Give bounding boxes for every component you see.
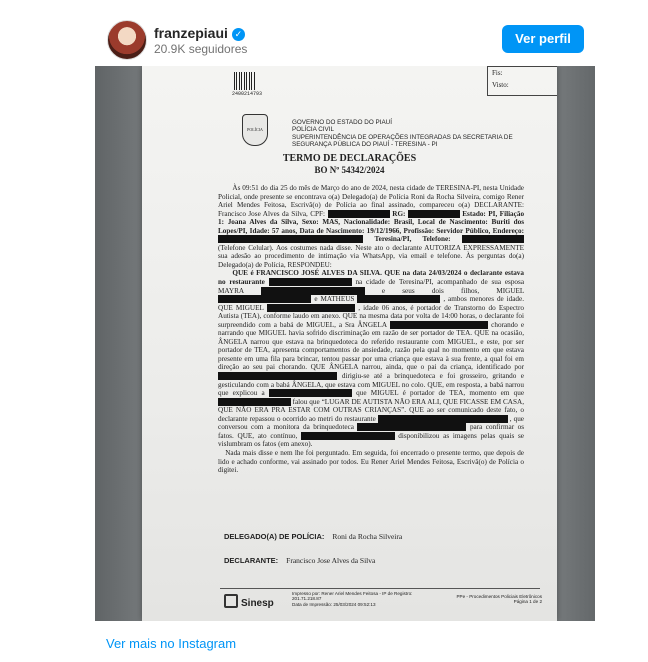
redaction-bar <box>301 432 394 440</box>
redaction-bar <box>218 235 363 243</box>
p2d: e MATHEUS <box>314 295 355 304</box>
visto-label: Visto: <box>492 81 509 89</box>
redaction-bar <box>357 295 440 303</box>
print-info <box>292 591 412 607</box>
redaction-bar <box>408 210 460 218</box>
seal-text: POLÍCIA <box>247 127 263 132</box>
view-more-on-instagram-link[interactable]: Ver mais no Instagram <box>106 636 237 651</box>
declarante-signature-line <box>224 556 375 565</box>
p2j: falou que “LUGAR DE AUTISTA NÃO ERA ALI, QUE FICASSE EM CASA, QUE NÃO ERA PRA ESTAR COM OUTRAS CRIANÇAS”. QUE ao ser comunicado deste fato, o declarante repassou o ocorrido ao metri do restaurante <box>218 397 524 423</box>
gov-line-3: SUPERINTENDÊNCIA DE OPERAÇÕES INTEGRADAS DA SECRETARIA DE <box>292 133 513 141</box>
pp-line-2: Página 1 de 2 <box>513 599 542 605</box>
delegado-name: Roni da Rocha Silveira <box>332 532 403 541</box>
p2l: para confirmar os fatos. QUE, ato contínuo, <box>218 423 524 440</box>
barcode-number: 2400214793 <box>232 91 263 97</box>
p2b: na cidade de Teresina/PI, acompanhado de sua esposa MAYRA <box>218 278 525 295</box>
document-sheet <box>142 66 557 621</box>
gov-line-2: POLÍCIA CIVIL <box>292 126 334 134</box>
paragraph-3 <box>218 449 524 475</box>
pp-line-1: PPe - Procedimentos Policiais Eletrônicos <box>456 594 542 599</box>
footer-divider <box>220 588 540 589</box>
government-header <box>292 119 513 149</box>
redaction-bar <box>462 235 524 243</box>
p2a: QUE é FRANCISCO JOSÉ ALVES DA SILVA. QUE na data 24/03/2024 o declarante estava no restaurante <box>218 269 524 287</box>
redaction-bar <box>269 278 352 286</box>
redaction-bar <box>269 389 352 397</box>
p1a: Às 09:51 do dia 25 do mês de Março do ano de 2024, nesta cidade de TERESINA-PI, nesta Unidade Policial, onde presente se encontrava o(a) Delegado(a) de Polícia Roni da Rocha Silveira, comigo Rener Ariel Mendes Feitosa, Escrivã(o) de Polícia ao final assinado, compareceu o(a) DECLARANTE: Francisco Jose Alves da Silva, CPF: <box>218 184 524 218</box>
redaction-bar <box>261 287 365 295</box>
view-profile-button[interactable]: Ver perfil <box>502 25 584 53</box>
post-image[interactable] <box>95 66 595 621</box>
p1c: Estado: PI, Filiação 1: Joana Alves da Silva, Sexo: MAS, Nacionalidade: Brasil, Local de Nascimento: Buriti dos Lopes/PI, Idade: 57 anos, Data de Nascimento: 19/12/1966, Profissão: Servidor Público, Endereço: <box>218 209 525 235</box>
redaction-bar <box>378 415 508 423</box>
fis-visto-box <box>487 66 557 96</box>
p2g: chorando e narrando que MIGUEL havia sofrido discriminação em razão de ser portador de TEA. QUE na ocasião, ÂNGELA narrou que estava na brinquedoteca do referido restaurante com MIGUEL, e este, por ser portador de TEA, apresenta comportamentos de ansiedade, razão pela qual no momento em que estava presente em uma fila para brincar, tentou passar por uma criança que estava à sua frente, a qual foi em direção ao seu pai chorando. QUE ÂNGELA narrou, ainda, que o pai da criança, identificado por <box>218 320 525 372</box>
sinesp-logo <box>224 594 274 609</box>
declarante-label: DECLARANTE: <box>224 556 279 565</box>
redaction-bar <box>328 210 390 218</box>
document-body <box>218 184 524 475</box>
delegado-label: DELEGADO(A) DE POLÍCIA: <box>224 532 325 541</box>
paragraph-1 <box>218 184 524 269</box>
post-header <box>0 0 648 66</box>
redaction-bar <box>218 372 337 380</box>
p2f: , idade 06 anos, é portador de Transtorno do Espectro Autista (TEA), conforme laudo em anexo. QUE na mesma data por volta de 14:00 horas, o declarante foi surpreendido com a babá de MIGUEL, a Sra ÂNGELA <box>218 303 525 329</box>
p2k: , que conversou com a monitora da brinquedoteca <box>218 414 524 432</box>
p2h: dirigiu-se até a brinquedoteca e foi grosseiro, gritando e gesticulando com a babá ÂNGELA, que estava com MIGUEL no colo. QUE, em resposta, a babá narrou que explicou a <box>218 372 524 398</box>
verified-badge-icon: ✓ <box>232 28 245 41</box>
p2m: disponibilizou as imagens pelas quais se vislumbram os fatos (em anexo). <box>218 431 524 449</box>
police-seal-icon <box>242 114 268 146</box>
redaction-bar <box>357 423 466 431</box>
p1b: RG: <box>392 209 406 218</box>
p2e: , ambos menores de idade. QUE MIGUEL <box>218 295 525 312</box>
gov-line-4: SEGURANÇA PÚBLICA DO PIAUÍ - TERESINA - PI <box>292 141 438 149</box>
redaction-bar <box>218 295 311 303</box>
gov-line-1: GOVERNO DO ESTADO DO PIAUÍ <box>292 119 392 126</box>
p1d: Teresina/PI, Telefone: <box>374 235 451 244</box>
print-line-3: Data de Impressão: 25/03/2024 09:52:13 <box>292 601 376 607</box>
redaction-bar <box>267 304 355 312</box>
p2c: e seus dois filhos, MIGUEL <box>381 286 525 295</box>
sinesp-logo-icon <box>224 594 238 608</box>
username-text[interactable]: franzepiaui <box>154 25 228 41</box>
print-line-1: Impresso por: Rener Ariel Mendes Feitosa - IP de Registro: <box>292 591 413 596</box>
p1e: (Telefone Celular). Aos costumes nada disse. Neste ato o declarante AUTORIZA EXPRESSAMENTE sua adesão ao procedimento de intimação via WhatsApp, via email e telefone. Às perguntas do(a) Delegado(a) de Polícia, RESPONDEU: <box>218 243 524 269</box>
p3: Nada mais disse e nem lhe foi perguntado. Em seguida, foi encerrado o presente termo, que depois de lido e achado conforme, vai assinado por todos. Eu Rener Ariel Mendes Feitosa, Escrivã(o) de Polícia o digitei. <box>218 448 524 475</box>
p2i: que MIGUEL é portador de TEA, momento em que <box>356 389 525 398</box>
fis-label: Fis: <box>492 69 503 77</box>
print-line-2: 201.71.218.87 <box>292 596 322 602</box>
document-title: TERMO DE DECLARAÇÕES <box>282 153 417 164</box>
sinesp-text: Sinesp <box>241 598 274 609</box>
bo-number: BO Nº 54342/2024 <box>314 165 385 175</box>
ppe-info <box>452 594 542 605</box>
redaction-bar <box>218 398 291 406</box>
barcode <box>234 72 256 90</box>
paragraph-2 <box>218 269 524 448</box>
declarante-name: Francisco Jose Alves da Silva <box>286 556 376 565</box>
profile-username[interactable] <box>154 25 245 41</box>
redaction-bar <box>390 321 489 329</box>
profile-avatar[interactable] <box>107 20 147 60</box>
follower-count: 20.9K seguidores <box>154 42 248 56</box>
delegado-signature-line <box>224 532 402 541</box>
